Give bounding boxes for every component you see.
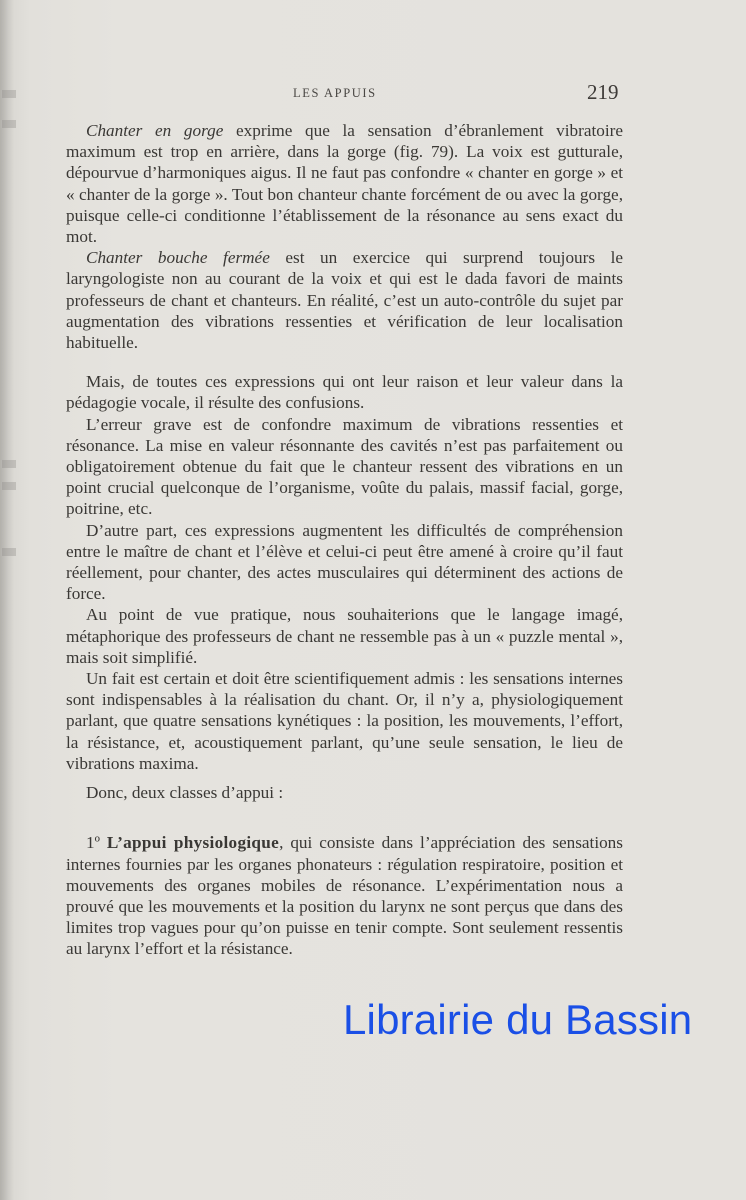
running-head: LES APPUIS — [293, 86, 377, 100]
paragraph: Un fait est certain et doit être scientifiquement admis : les sensations internes sont indispensables à la réalisation du chant. Or, il n’y a, physiologiquement parlant, que quatre sensations kynétiques : la position, les mouvements, l’effort, la résistance, et, acoustiquement parlant, qu’une seule sensation, le lieu de vibrations maxima. — [66, 669, 623, 773]
paragraph: Mais, de toutes ces expressions qui ont leur raison et leur valeur dans la pédagogie vocale, il résulte des confusions. — [66, 372, 623, 413]
bleed-through-mark — [2, 460, 16, 468]
bold-term: L’appui physiologique — [106, 833, 280, 853]
bleed-through-mark — [2, 548, 16, 556]
body-text — [66, 120, 623, 960]
paragraph-chanter-en-gorge: Chanter en gorge exprime que la sensation d’ébranlement vibratoire maximum est trop en arrière, dans la gorge (fig. 79). La voix est gutturale, dépourvue d’harmoniques aigus. Il ne faut pas confondre « chanter en gorge » et « chanter de la gorge ». Tout bon chanteur chante forcément de ou avec la gorge, puisque celle-ci conditionne l’établissement de la résonance au sens exact du mot. — [66, 121, 623, 247]
watermark: Librairie du Bassin — [343, 996, 693, 1043]
paragraph-appui-physiologique: 1º L’appui physiologique, qui consiste dans l’appréciation des sensations internes fournies par les organes phonateurs : régulation respiratoire, position et mouvements des organes mobiles de résonance. L’expérimentation nous a prouvé que les mouvements et la position du larynx ne sont perçus que dans des limites trop vagues pour qu’on puisse en tenir compte. Sont seulement ressentis au larynx l’effort et la résistance. — [66, 833, 623, 959]
italic-term: Chanter bouche fermée — [86, 248, 270, 268]
page-gutter-shadow — [0, 0, 14, 1200]
bleed-through-mark — [2, 120, 16, 128]
list-number: 1º — [86, 833, 107, 853]
paragraph: L’erreur grave est de confondre maximum de vibrations ressenties et résonance. La mise en valeur résonnante des cavités n’est pas parfaitement ou obligatoirement obtenue du fait que le chanteur ressent des vibrations en un point crucial quelconque de l’organisme, voûte du palais, massif facial, gorge, poitrine, etc. — [66, 414, 623, 519]
bleed-through-mark — [2, 482, 16, 490]
paragraph: D’autre part, ces expressions augmentent les difficultés de compréhension entre le maître de chant et l’élève et celui-ci peut être amené à croire qu’il faut réellement, pour chanter, des actes musculaires qui déterminent des actions de force. — [66, 520, 623, 604]
paragraph: Au point de vue pratique, nous souhaiterions que le langage imagé, métaphorique des professeurs de chant ne ressemble pas à un « puzzle mental », mais soit simplifié. — [66, 605, 623, 667]
paragraph-bouche-fermee: Chanter bouche fermée est un exercice qui surprend toujours le laryngologiste non au courant de la voix et qui est le dada favori de maints professeurs de chant et chanteurs. En réalité, c’est un auto-contrôle du sujet par augmentation des vibrations ressenties et vérification de leur localisation habituelle. — [66, 248, 623, 353]
page-number: 219 — [587, 80, 619, 104]
italic-term: Chanter en gorge — [86, 121, 224, 140]
page-header — [0, 80, 746, 104]
paragraph: Donc, deux classes d’appui : — [86, 783, 284, 803]
